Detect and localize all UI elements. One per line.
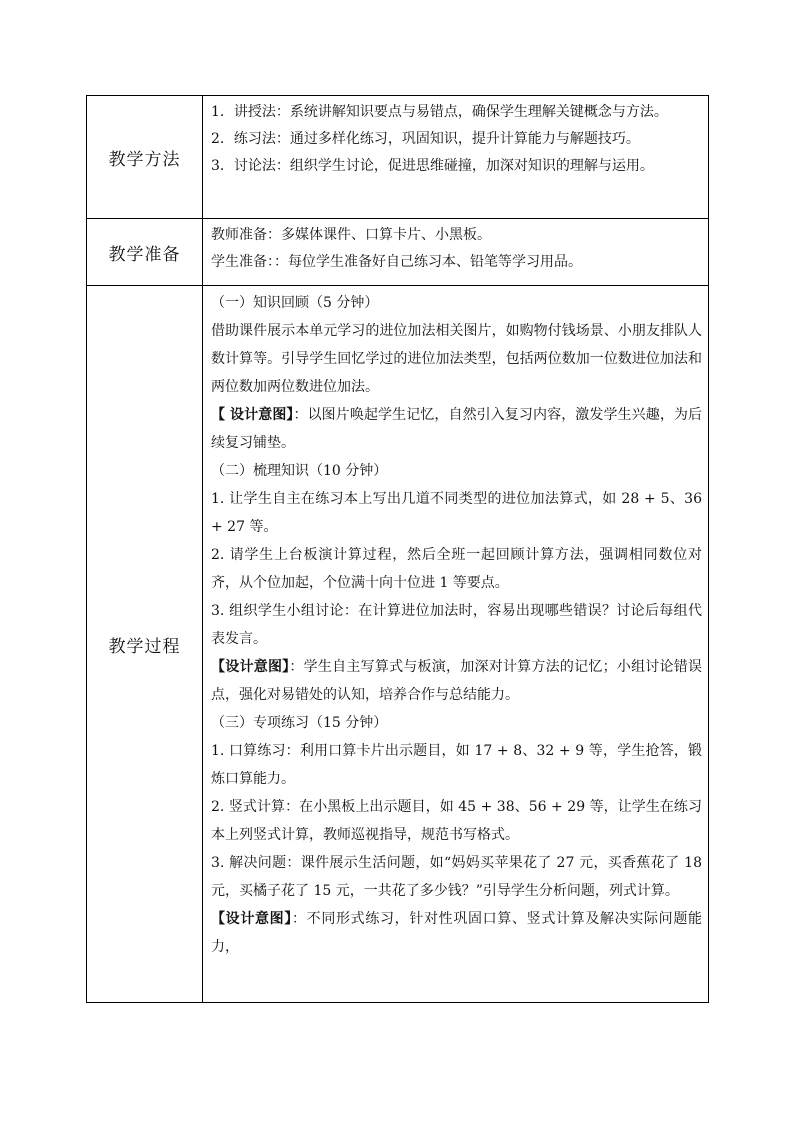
content-teaching-prep [203, 219, 709, 286]
content-teaching-method [203, 96, 709, 219]
label-teaching-process: 教学过程 [87, 286, 203, 1003]
row-teaching-prep [87, 219, 709, 286]
method-line-3: 3．讨论法：组织学生讨论，促进思维碰撞，加深对知识的理解与运用。 [211, 158, 654, 174]
section-2-paragraph-1: 1. 让学生自主在练习本上写出几道不同类型的进位加法算式，如 28 + 5、36 + 27 等。 [211, 491, 702, 535]
lesson-plan-table [86, 95, 709, 1003]
section-1-design-note [211, 401, 702, 457]
section-3-paragraph-2: 2. 竖式计算：在小黑板上出示题目，如 45 + 38、56 + 29 等，让学生在练习本上列竖式计算，教师巡视指导，规范书写格式。 [211, 799, 702, 843]
section-1-paragraph-1: 借助课件展示本单元学习的进位加法相关图片，如购物付钱场景、小朋友排队人数计算等。引导学生回忆学过的进位加法类型，包括两位数加一位数进位加法和两位数加两位数进位加法。 [211, 323, 702, 395]
label-teaching-prep: 教学准备 [87, 219, 203, 286]
row-teaching-method [87, 96, 709, 219]
method-line-2: 2．练习法：通过多样化练习，巩固知识，提升计算能力与解题技巧。 [211, 131, 640, 147]
section-2-paragraph-2: 2. 请学生上台板演计算过程，然后全班一起回顾计算方法，强调相同数位对齐，从个位加起，个位满十向十位进 1 等要点。 [211, 547, 702, 591]
design-intent-tag: 【 设计意图】 [211, 407, 294, 423]
design-intent-text: ：以图片唤起学生记忆，自然引入复习内容，激发学生兴趣，为后续复习铺垫。 [211, 407, 702, 451]
prep-student: 学生准备：：每位学生准备好自己练习本、铅笔等学习用品。 [211, 254, 582, 270]
section-3-paragraph-1: 1. 口算练习：利用口算卡片出示题目，如 17 + 8、32 + 9 等，学生抢答，锻炼口算能力。 [211, 743, 702, 787]
row-teaching-process [87, 286, 709, 1003]
section-2-heading: （二）梳理知识（10 分钟） [211, 463, 388, 479]
content-teaching-process [203, 286, 709, 1003]
section-2-design-note [211, 653, 702, 709]
label-teaching-method: 教学方法 [87, 96, 203, 219]
section-3-design-note [211, 905, 702, 961]
section-3-heading: （三）专项练习（15 分钟） [211, 715, 388, 731]
section-3-paragraph-3: 3. 解决问题：课件展示生活问题，如“妈妈买苹果花了 27 元，买香蕉花了 18 元，买橘子花了 15 元，一共花了多少钱？”引导学生分析问题，列式计算。 [211, 855, 702, 899]
section-1-heading: （一）知识回顾（5 分钟） [211, 295, 379, 311]
method-line-1: 1．讲授法：系统讲解知识要点与易错点，确保学生理解关键概念与方法。 [211, 104, 668, 120]
design-intent-tag: 【设计意图】 [211, 659, 290, 675]
design-intent-tag: 【设计意图】 [211, 911, 292, 927]
design-intent-text: ：学生自主写算式与板演，加深对计算方法的记忆；小组讨论错误点，强化对易错处的认知，培养合作与总结能力。 [211, 659, 703, 703]
design-intent-text: ：不同形式练习，针对性巩固口算、竖式计算及解决实际问题能力， [211, 911, 702, 955]
section-2-paragraph-3: 3. 组织学生小组讨论：在计算进位加法时，容易出现哪些错误？讨论后每组代表发言。 [211, 603, 702, 647]
prep-teacher: 教师准备：多媒体课件、口算卡片、小黑板。 [211, 227, 491, 243]
